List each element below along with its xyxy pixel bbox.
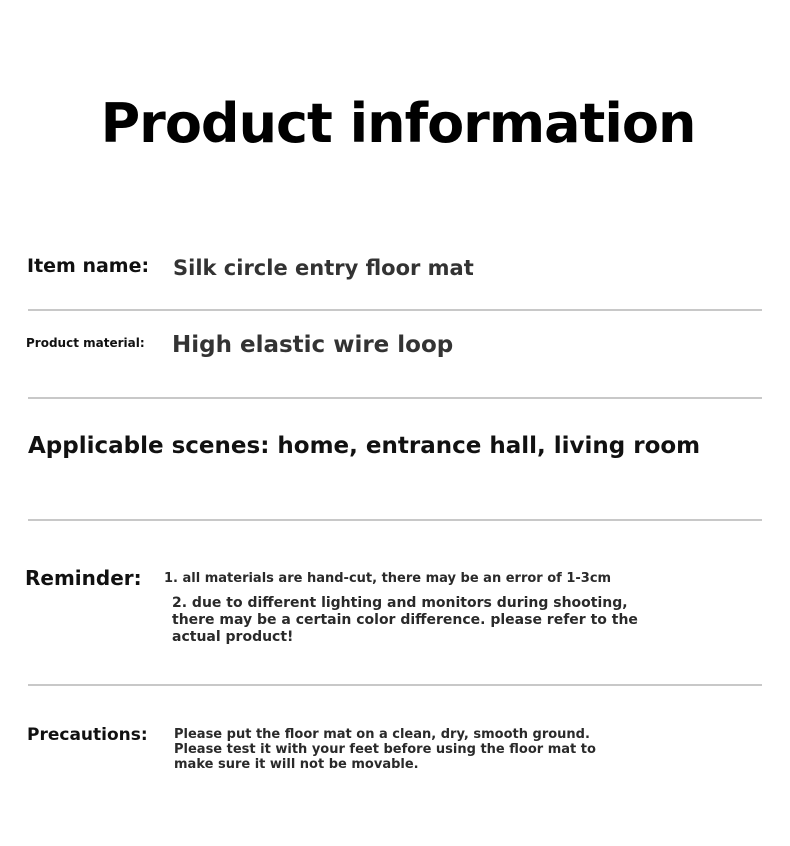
product-material-value: High elastic wire loop <box>172 332 454 358</box>
page-title: Product information <box>100 92 696 155</box>
divider <box>28 397 762 399</box>
divider <box>28 684 762 686</box>
item-name-value: Silk circle entry floor mat <box>173 256 474 280</box>
divider <box>28 309 762 311</box>
product-material-label: Product material: <box>26 336 145 350</box>
precautions-label: Precautions: <box>27 725 148 745</box>
divider <box>28 519 762 521</box>
reminder-label: Reminder: <box>25 566 142 590</box>
reminder-point-1: 1. all materials are hand-cut, there may be an error of 1-3cm <box>164 571 612 586</box>
applicable-scenes-text: Applicable scenes: home, entrance hall, living room <box>28 433 701 459</box>
precautions-text: Please put the floor mat on a clean, dry, smooth ground. Please test it with your feet before using the floor mat to make sure it will not be movable. <box>174 727 596 772</box>
reminder-point-2: 2. due to different lighting and monitors during shooting, there may be a certain color difference. please refer to the actual product! <box>172 595 638 645</box>
item-name-label: Item name: <box>27 255 150 277</box>
